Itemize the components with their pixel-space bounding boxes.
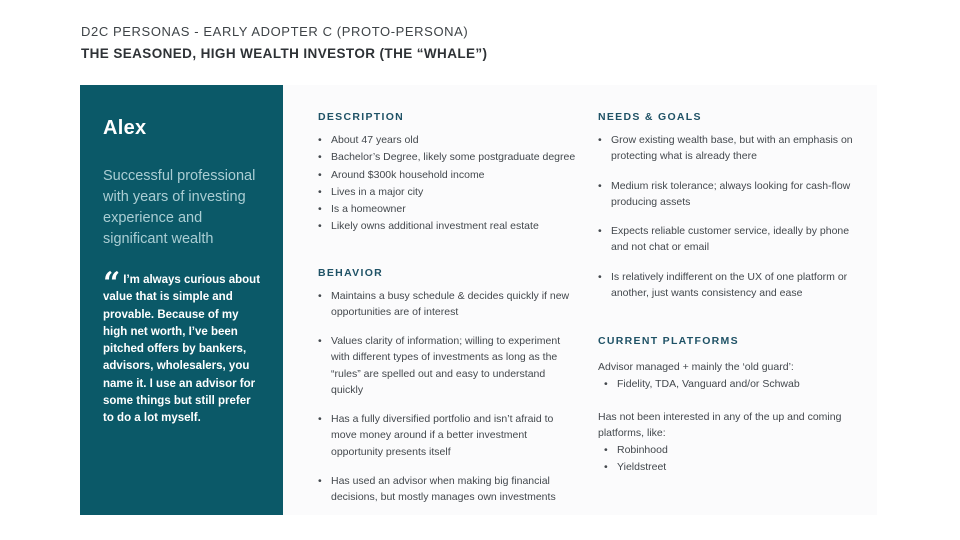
list-item: [604, 376, 866, 392]
behavior-list: [318, 288, 580, 506]
list-item-text: Yieldstreet: [617, 461, 667, 474]
list-item: [318, 167, 580, 183]
list-item: [598, 132, 866, 165]
bullet-icon: •: [318, 168, 322, 181]
list-item: [598, 178, 866, 211]
platforms-old-guard-list: [604, 376, 866, 392]
persona-summary: Successful professional with years of investing experience and significant wealth: [103, 168, 256, 248]
persona-details: [283, 85, 877, 515]
description-list: [318, 132, 580, 235]
bullet-icon: •: [604, 378, 608, 391]
bullet-icon: •: [318, 289, 322, 302]
list-item-text: Around $300k household income: [331, 168, 485, 181]
section-heading-current-platforms: CURRENT PLATFORMS: [598, 335, 739, 348]
list-item: [318, 184, 580, 200]
list-item-text: Grow existing wealth base, but with an emphasis on protecting what is already there: [611, 134, 853, 163]
platforms-up-and-coming-list: [604, 442, 866, 476]
persona-name: Alex: [103, 117, 147, 139]
section-heading-needs-goals: NEEDS & GOALS: [598, 111, 702, 123]
list-item: [318, 132, 580, 148]
list-item: [604, 442, 866, 458]
list-item: [318, 201, 580, 217]
platforms-intro-old-guard: Advisor managed + mainly the ‘old guard’:: [598, 361, 794, 374]
needs-goals-list: [598, 132, 866, 301]
list-item-text: Values clarity of information; willing to experiment with different types of investments as long as the “rules” are spelled out and easy to understand quickly: [331, 335, 561, 396]
quote-text: I’m always curious about value that is simple and provable. Because of my high net worth, I’ve been pitched offers by bankers, advisors, wholesalers, you name it. I use an advisor for some things but still prefer to do a lot myself.: [103, 274, 261, 425]
bullet-icon: •: [318, 134, 322, 146]
list-item-text: Likely owns additional investment real estate: [331, 220, 539, 233]
list-item: [598, 269, 866, 302]
section-heading-behavior: BEHAVIOR: [318, 266, 384, 279]
list-item: [318, 333, 580, 398]
bullet-icon: •: [604, 444, 608, 457]
bullet-icon: •: [598, 270, 602, 283]
bullet-icon: •: [598, 225, 602, 238]
list-item: [318, 149, 580, 165]
bullet-icon: •: [604, 461, 608, 474]
bullet-icon: •: [318, 474, 322, 487]
list-item: [604, 459, 866, 475]
slide-header: [81, 24, 487, 61]
bullet-icon: •: [318, 413, 322, 426]
bullet-icon: •: [318, 335, 322, 348]
list-item: [318, 218, 580, 234]
column-right: [598, 111, 866, 497]
page-title: THE SEASONED, HIGH WEALTH INVESTOR (THE “WHALE”): [81, 46, 488, 61]
persona-sidebar: [80, 85, 283, 515]
persona-quote: “ I’m always curious about value that is simple and provable. Because of my high net worth, I’ve been pitched offers by bankers, advisors, wholesalers, you name it. I use an advisor for some things but still prefer to do a lot myself.: [103, 266, 261, 425]
bullet-icon: •: [318, 203, 322, 216]
list-item-text: Maintains a busy schedule & decides quickly if new opportunities are of interest: [331, 289, 570, 318]
list-item-text: Bachelor’s Degree, likely some postgraduate degree: [331, 151, 576, 164]
platforms-intro-up-and-coming: Has not been interested in any of the up and coming platforms, like:: [598, 410, 842, 439]
list-item-text: Has a fully diversified portfolio and isn’t afraid to move money around if a better investment opportunity presents itself: [331, 413, 554, 458]
bullet-icon: •: [598, 179, 602, 192]
list-item: [318, 411, 580, 460]
bullet-icon: •: [318, 151, 322, 164]
list-item-text: About 47 years old: [331, 134, 419, 146]
bullet-icon: •: [318, 220, 322, 233]
column-left: [318, 111, 580, 504]
list-item-text: Lives in a major city: [331, 185, 424, 198]
list-item-text: Is relatively indifferent on the UX of one platform or another, just wants consistency and ease: [611, 270, 848, 299]
bullet-icon: •: [598, 134, 602, 146]
list-item-text: Medium risk tolerance; always looking for cash-flow producing assets: [611, 179, 851, 208]
list-item: [318, 473, 580, 506]
list-item-text: Expects reliable customer service, ideally by phone and not chat or email: [611, 225, 850, 254]
section-heading-description: DESCRIPTION: [318, 111, 405, 123]
list-item-text: Robinhood: [617, 444, 668, 457]
bullet-icon: •: [318, 185, 322, 198]
slide-kicker: D2C PERSONAS - EARLY ADOPTER C (PROTO-PERSONA): [81, 24, 469, 39]
list-item-text: Has used an advisor when making big financial decisions, but mostly manages own investments: [331, 474, 556, 504]
list-item: [598, 223, 866, 256]
list-item-text: Is a homeowner: [331, 203, 406, 216]
list-item: [318, 288, 580, 321]
persona-card: [80, 85, 877, 515]
list-item-text: Fidelity, TDA, Vanguard and/or Schwab: [617, 378, 800, 391]
